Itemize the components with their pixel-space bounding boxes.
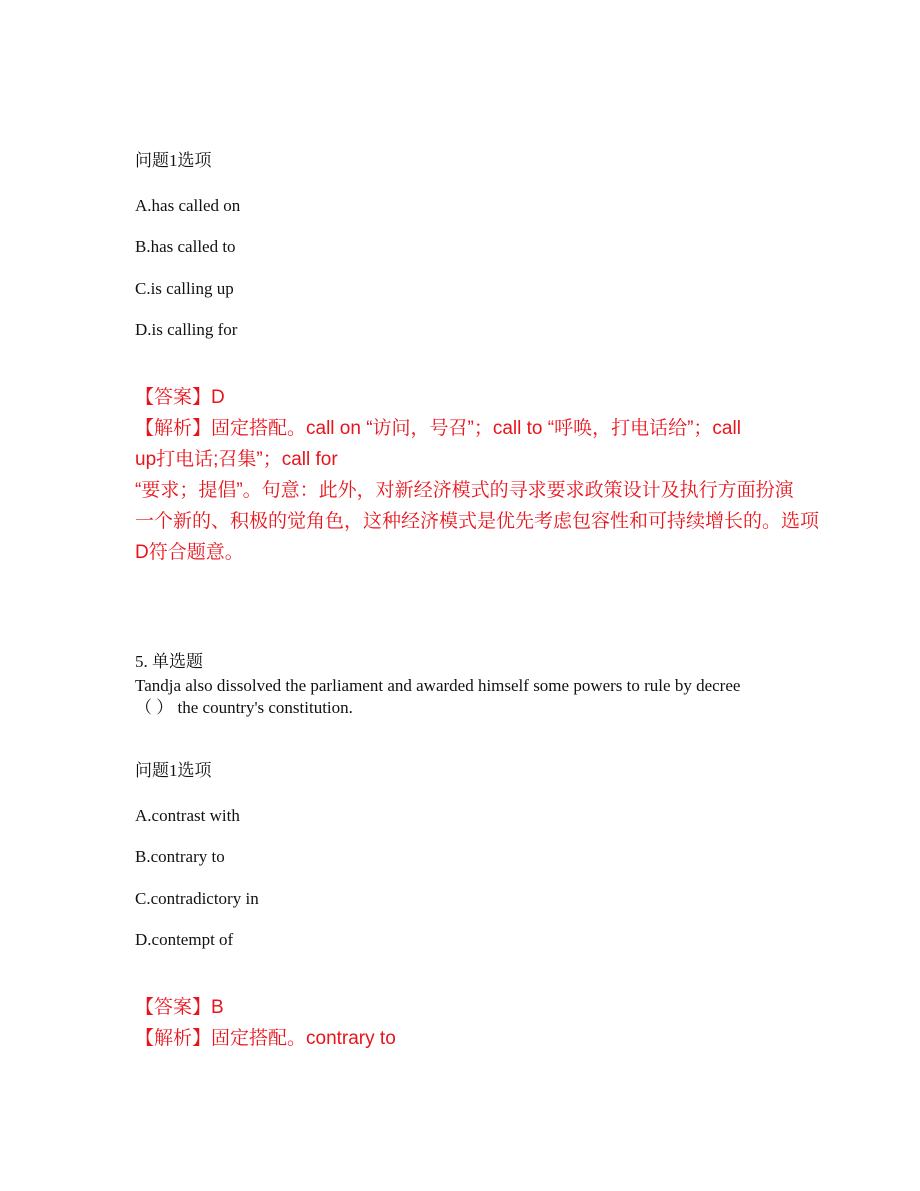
question-stem-line: Tandja also dissolved the parliament and awarded himself some powers to rule by decree — [135, 676, 741, 695]
option-d: D.contempt of — [135, 930, 234, 949]
option-c: C.is calling up — [135, 279, 234, 298]
option-a: A.contrast with — [135, 806, 240, 825]
explanation-line: up打电话;召集”；call for — [135, 449, 338, 470]
answer-section — [135, 992, 790, 1054]
option-c: C.contradictory in — [135, 889, 259, 908]
explanation-line: 【解析】固定搭配。contrary to — [135, 1028, 396, 1049]
answer-section — [135, 382, 820, 568]
option-b: B.has called to — [135, 237, 236, 256]
explanation-line: D符合题意。 — [135, 542, 244, 563]
options-heading: 问题1选项 — [135, 151, 212, 170]
option-a: A.has called on — [135, 196, 241, 215]
explanation-line: 【解析】固定搭配。call on “访问，号召”；call to “呼唤，打电话给”；call — [135, 418, 741, 439]
question-stem-line: （ ） the country's constitution. — [135, 698, 353, 717]
option-b: B.contrary to — [135, 847, 225, 866]
option-d: D.is calling for — [135, 320, 238, 339]
answer-label: 【答案】B — [135, 997, 224, 1018]
question-number-type: 5. 单选题 — [135, 652, 203, 671]
explanation-line: “要求；提倡”。句意：此外，对新经济模式的寻求要求政策设计及执行方面扮演 — [135, 480, 794, 501]
options-heading: 问题1选项 — [135, 761, 212, 780]
answer-label: 【答案】D — [135, 387, 225, 408]
explanation-line: 一个新的、积极的觉角色，这种经济模式是优先考虑包容性和可持续增长的。选项 — [135, 511, 820, 532]
